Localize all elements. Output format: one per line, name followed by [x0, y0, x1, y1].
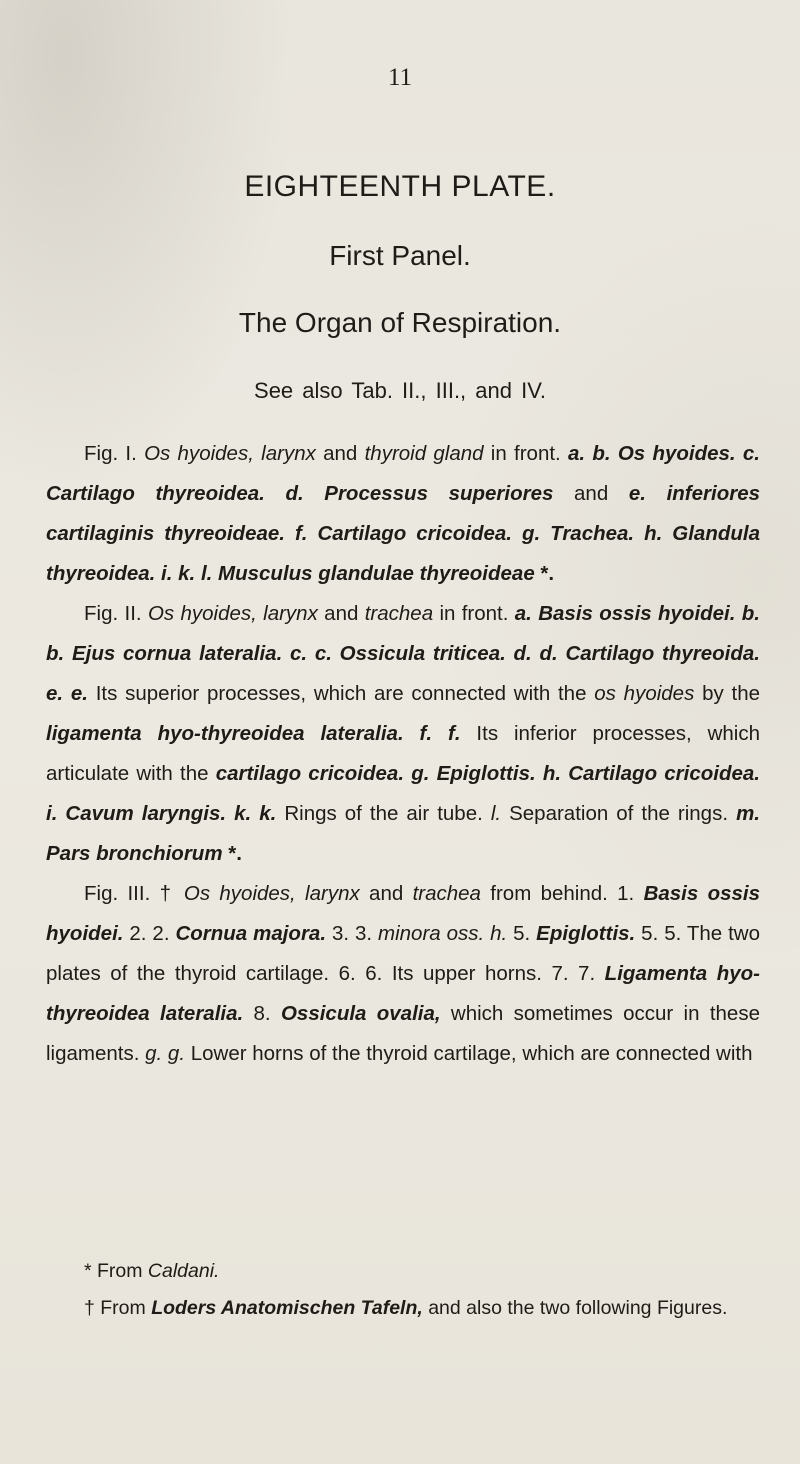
fig-3-text: 3. 3. — [326, 922, 379, 945]
fig-2-text: l. — [490, 802, 502, 825]
fig-2-text: Rings of the air tube. — [276, 802, 491, 825]
fig-3-text: from behind. 1. — [480, 882, 644, 905]
fig-2-text: m. Pars bronchiorum — [46, 802, 760, 865]
fig-2-label: Fig. II. — [84, 602, 148, 625]
fig-2-text: Separation of the rings. — [501, 802, 737, 825]
fig-2-text: cartilago cricoidea. g. Epiglottis. h. Cartilago cricoidea. i. Cavum laryngis. k. k. — [46, 762, 760, 825]
fig-1-text: in front. — [483, 442, 569, 465]
footnotes — [46, 1253, 760, 1327]
footnote-text: * From — [84, 1260, 148, 1282]
fig-2-text: *. — [222, 842, 242, 865]
fig-2-text: os hyoides — [594, 682, 695, 705]
fig-3-text: minora oss. h. — [378, 922, 508, 945]
fig-3-text: g. g. — [145, 1042, 186, 1065]
footnote-text: Loders Anatomischen Tafeln, — [151, 1297, 423, 1319]
fig-3-text: Os hyoides, larynx — [183, 882, 360, 905]
fig-3-text: 8. — [243, 1002, 281, 1025]
footnote-caldani — [46, 1253, 760, 1290]
fig-2-paragraph — [46, 594, 760, 874]
fig-3-text: Epiglottis. — [536, 922, 636, 945]
fig-1-text: and — [553, 482, 629, 505]
see-also-note: See also Tab. II., III., and IV. — [254, 378, 546, 403]
fig-2-text: by the — [694, 682, 761, 705]
fig-1-text: a. b. Os hyoides. c. Cartilago thyreoidea. d. Processus superiores — [46, 442, 760, 505]
panel-title: First Panel. — [329, 240, 471, 271]
fig-3-label: Fig. III. † — [84, 882, 184, 905]
fig-2-text: ligamenta hyo-thyreoidea lateralia. f. f. — [46, 722, 461, 745]
footnote-text: and also the two following Figures. — [422, 1297, 728, 1319]
footnote-loders — [46, 1290, 760, 1327]
fig-3-text: 5. 5. The two plates of the thyroid cartilage. 6. 6. Its upper horns. 7. 7. — [46, 922, 760, 985]
fig-3-text: Basis ossis hyoidei. — [46, 882, 760, 945]
fig-2-text: Os hyoides, larynx — [147, 602, 318, 625]
fig-1-label: Fig. I. — [84, 442, 145, 465]
fig-1-text: e. inferiores cartilaginis thyreoideae. f. Cartilago cricoidea. g. Trachea. h. Glandula thyreoidea. i. k. l. Musculus glandulae thyreoideae — [46, 482, 760, 585]
fig-3-text: which sometimes occur in these ligaments. — [46, 1002, 760, 1065]
fig-3-text: Ossicula ovalia, — [280, 1002, 441, 1025]
fig-1-paragraph — [46, 434, 760, 594]
fig-3-text: Ligamenta hyo-thyreoidea lateralia. — [46, 962, 760, 1025]
fig-3-text: 2. 2. — [123, 922, 176, 945]
body-text — [46, 434, 760, 1074]
fig-3-text: Lower horns of the thyroid cartilage, which are connected with — [185, 1042, 753, 1065]
fig-3-text: and — [359, 882, 413, 905]
fig-1-text: and — [315, 442, 365, 465]
plate-title: EIGHTEENTH PLATE. — [244, 170, 556, 203]
fig-2-text: in front. — [433, 602, 515, 625]
fig-1-text: Os hyoides, larynx — [144, 442, 316, 465]
section-title: The Organ of Respiration. — [238, 307, 562, 338]
fig-1-text: thyroid gland — [364, 442, 484, 465]
fig-3-paragraph — [46, 874, 760, 1074]
fig-2-text: Its inferior processes, which articulate with the — [46, 722, 760, 785]
fig-2-text: and — [317, 602, 365, 625]
fig-3-text: 5. — [507, 922, 537, 945]
fig-1-text: *. — [534, 562, 555, 585]
page-number: 11 — [387, 64, 413, 91]
footnote-text: † From — [84, 1297, 152, 1319]
fig-2-text: a. Basis ossis hyoidei. b. b. Ejus cornua lateralia. c. c. Ossicula triticea. d. d. Cartilago thyreoida. e. e. — [46, 602, 761, 705]
fig-3-text: trachea — [412, 882, 481, 905]
footnote-text: Caldani. — [147, 1260, 220, 1282]
fig-3-text: Cornua majora. — [175, 922, 327, 945]
fig-2-text: Its superior processes, which are connected with the — [87, 682, 595, 705]
fig-2-text: trachea — [364, 602, 434, 625]
